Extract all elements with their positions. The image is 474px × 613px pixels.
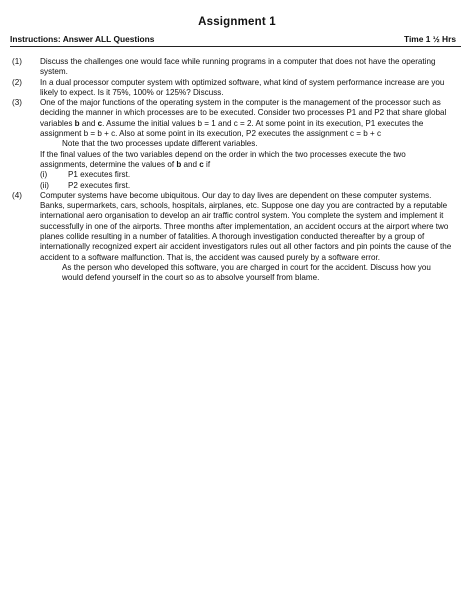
question-text: Computer systems have become ubiquitous. Our day to day lives are dependent on these computer systems. Banks, supermarkets, cars, schools, hospitals, airplanes, etc. Suppose one day you are contracted by a reputable international aero organisation to develop an air traffic control system. You complete the system and implement it successfully in one of the airports. Three months after implementation, an accident occurs at the airport where two planes collide resulting in a number of fatalities. A thorough investigation conducted thereafter by a group of internationally recognized expert air accident investigators rules out all other factors and pin points the cause of the accident to a software malfunction. That is, the accident was caused purely by a software error. bbox=[40, 190, 452, 262]
text-segment: One of the major functions of the operating system in the computer is the management of the processor such as deciding the manner in which processes are to be executed. Consider two processes P1 and P2 that share global variables bbox=[40, 98, 447, 128]
question-3 bbox=[12, 98, 452, 191]
variable-c: c bbox=[97, 118, 103, 128]
sub-item-number: (i) bbox=[40, 170, 48, 180]
variable-b: b bbox=[176, 159, 182, 169]
instructions-text: Instructions: Answer ALL Questions bbox=[10, 34, 155, 44]
question-4 bbox=[12, 191, 452, 284]
question-number: (1) bbox=[12, 57, 22, 66]
assignment-title: Assignment 1 bbox=[198, 16, 276, 28]
header-divider bbox=[10, 46, 461, 47]
question-text-continued: As the person who developed this software, you are charged in court for the accident. Discuss how you would defend yourself in the court so as to absolve yourself from blame. bbox=[62, 262, 431, 283]
question-text bbox=[40, 98, 452, 139]
question-number: (2) bbox=[12, 77, 22, 87]
sub-item-number: (ii) bbox=[40, 180, 49, 190]
question-text: Discuss the challenges one would face while running programs in a computer that does not have the operating system. bbox=[40, 57, 436, 77]
questions-list bbox=[12, 57, 452, 284]
question-text: In a dual processor computer system with optimized software, what kind of system performance increase are you likely to expect. Is it 75%, 100% or 125%? Discuss. bbox=[40, 77, 445, 97]
question-number: (3) bbox=[12, 98, 22, 108]
variable-c: c bbox=[199, 159, 204, 169]
text-segment: . Assume the initial values b = 1 and c = 2. At some point in its execution, P1 executes the assignment b = b + c. Also at some point in its execution, P2 executes the assignment c = b + c bbox=[40, 118, 424, 139]
question-note: Note that the two processes update different variables. bbox=[62, 139, 258, 149]
text-segment: if bbox=[203, 159, 211, 169]
question-number: (4) bbox=[12, 190, 22, 200]
sub-item-text: P2 executes first. bbox=[68, 180, 131, 190]
text-segment: If the final values of the two variables depend on the order in which the two processes execute the two assignments, determine the values of bbox=[40, 149, 406, 169]
question-text bbox=[40, 150, 452, 171]
time-allowed: Time 1 ½ Hrs bbox=[404, 34, 456, 44]
question-2 bbox=[12, 78, 452, 99]
text-segment: and bbox=[79, 118, 98, 128]
question-1 bbox=[12, 57, 452, 78]
sub-item-i bbox=[40, 170, 452, 180]
sub-item-ii bbox=[40, 181, 452, 191]
variable-b: b bbox=[74, 118, 80, 128]
text-segment: and bbox=[181, 159, 200, 169]
sub-item-text: P1 executes first. bbox=[68, 170, 131, 180]
